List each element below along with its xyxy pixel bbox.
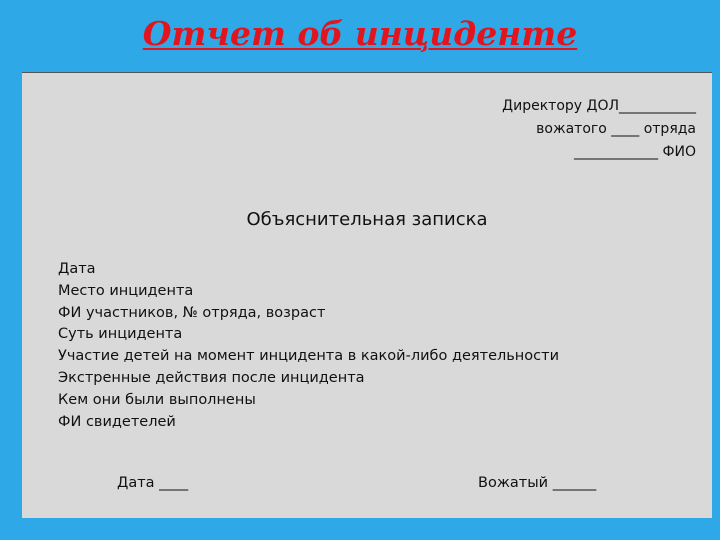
field-item-witnesses: ФИ свидетелей [58, 413, 176, 430]
field-item-participants: ФИ участников, № отряда, возраст [58, 304, 326, 321]
document-card [22, 72, 712, 518]
slide-title: Отчет об инциденте [142, 14, 578, 53]
field-item-location: Место инцидента [58, 282, 194, 299]
addressee-block [502, 95, 696, 164]
field-item-date: Дата [58, 261, 96, 277]
addressee-line-name: ____________ ФИО [574, 144, 696, 160]
field-item-activity: Участие детей на момент инцидента в какой-либо деятельности [58, 348, 559, 365]
signature-counselor: Вожатый ______ [478, 475, 597, 491]
document-heading: Объяснительная записка [246, 209, 488, 230]
field-item-performed-by: Кем они были выполнены [58, 391, 256, 408]
addressee-line-director: Директору ДОЛ___________ [502, 98, 696, 114]
field-list [58, 259, 559, 433]
addressee-line-counselor: вожатого ____ отряда [536, 121, 696, 137]
field-item-emergency-actions: Экстренные действия после инцидента [58, 369, 365, 386]
signature-date: Дата ____ [117, 475, 189, 491]
field-item-essence: Суть инцидента [58, 326, 183, 343]
